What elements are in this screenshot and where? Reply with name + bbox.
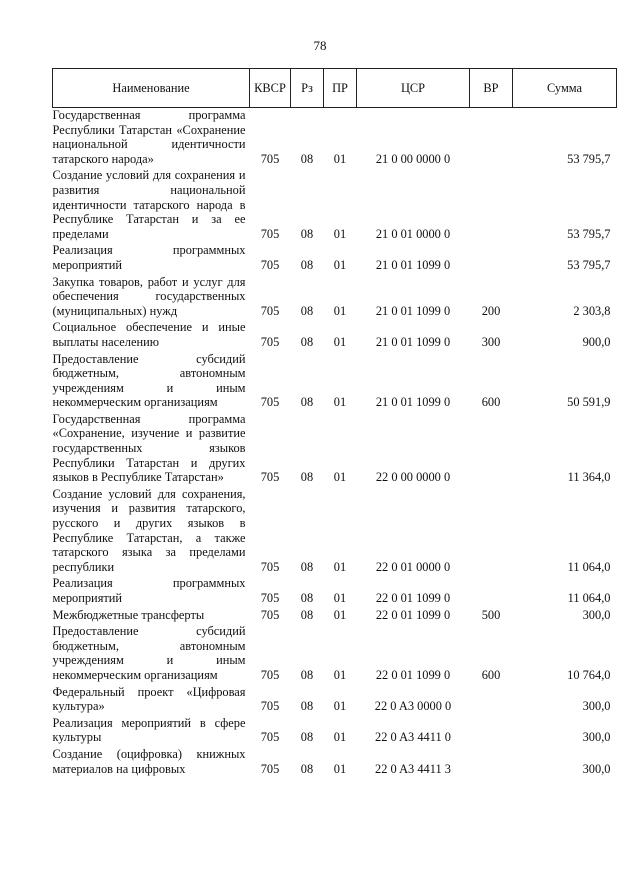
cell-rz: 08 — [300, 470, 314, 485]
cell-sum: 53 795,7 — [567, 151, 611, 166]
cell-rz: 08 — [300, 151, 314, 166]
cell-name: Межбюджетные трансферты — [52, 607, 205, 622]
cell-kvsr: 705 — [260, 667, 280, 682]
cell-name: Создание условий для сохранения, изучения и развития татарского, русского и других языков в Республике Татарстан, а также татарского языка за пределами республики — [52, 486, 246, 574]
cell-rz: 08 — [300, 591, 314, 605]
header-csr: ЦСР — [357, 69, 470, 108]
table-row — [53, 320, 617, 351]
table-row — [53, 412, 617, 487]
cell-name: Социальное обеспечение и иные выплаты населению — [52, 320, 246, 349]
cell-name: Предоставление субсидий бюджетным, автономным учреждениям и иным некоммерческим организациям — [52, 351, 246, 410]
cell-pr: 01 — [333, 226, 347, 241]
cell-rz: 08 — [300, 730, 314, 745]
table-row — [53, 576, 617, 607]
cell-vr — [470, 716, 513, 747]
cell-kvsr: 705 — [260, 591, 280, 605]
cell-csr: 22 0 01 1099 0 — [375, 607, 451, 622]
cell-sum: 53 795,7 — [567, 226, 611, 241]
cell-csr: 22 0 A3 0000 0 — [374, 699, 452, 714]
cell-kvsr: 705 — [260, 257, 280, 272]
cell-kvsr: 705 — [260, 334, 280, 349]
cell-sum: 11 064,0 — [567, 591, 611, 605]
cell-rz: 08 — [300, 559, 314, 574]
table-row — [53, 243, 617, 274]
cell-vr — [470, 168, 513, 243]
cell-pr: 01 — [333, 257, 347, 272]
cell-sum: 11 064,0 — [567, 559, 611, 574]
cell-csr: 22 0 01 1099 0 — [375, 591, 451, 605]
cell-name: Закупка товаров, работ и услуг для обеспечения государственных (муниципальных) нужд — [52, 274, 246, 318]
cell-pr: 01 — [333, 761, 347, 776]
cell-kvsr: 705 — [260, 470, 280, 485]
cell-csr: 21 0 01 1099 0 — [375, 303, 451, 318]
cell-vr: 600 — [481, 395, 501, 410]
cell-rz: 08 — [300, 257, 314, 272]
cell-sum: 300,0 — [582, 607, 611, 622]
cell-sum: 300,0 — [582, 730, 611, 745]
cell-vr — [470, 487, 513, 577]
cell-csr: 21 0 01 1099 0 — [375, 334, 451, 349]
table-row — [53, 487, 617, 577]
table-row — [53, 747, 617, 778]
table-row — [53, 608, 617, 625]
cell-csr: 22 0 01 0000 0 — [375, 559, 451, 574]
cell-rz: 08 — [300, 334, 314, 349]
cell-name: Государственная программа Республики Татарстан «Сохранение национальной идентичности татарского народа» — [52, 108, 246, 166]
cell-vr — [470, 685, 513, 716]
cell-rz: 08 — [300, 395, 314, 410]
cell-name: Реализация программных мероприятий — [52, 243, 246, 272]
cell-kvsr: 705 — [260, 559, 280, 574]
header-sum: Сумма — [513, 69, 617, 108]
cell-sum: 53 795,7 — [567, 257, 611, 272]
cell-sum: 900,0 — [582, 334, 611, 349]
table-header-row — [53, 69, 617, 108]
cell-pr: 01 — [333, 395, 347, 410]
cell-csr: 21 0 00 0000 0 — [375, 151, 451, 166]
cell-vr — [470, 747, 513, 778]
cell-sum: 300,0 — [582, 761, 611, 776]
cell-vr — [470, 412, 513, 487]
cell-pr: 01 — [333, 470, 347, 485]
cell-name: Государственная программа «Сохранение, изучение и развитие государственных языков Республики Татарстан и других языков в Республике Татарстан» — [52, 411, 246, 485]
table-row — [53, 275, 617, 321]
cell-vr — [470, 243, 513, 274]
cell-kvsr: 705 — [260, 607, 280, 622]
page-number: 78 — [313, 38, 327, 53]
cell-rz: 08 — [300, 699, 314, 714]
table-row — [53, 685, 617, 716]
cell-csr: 22 0 01 1099 0 — [375, 667, 451, 682]
cell-pr: 01 — [333, 334, 347, 349]
cell-name: Реализация программных мероприятий — [52, 576, 246, 605]
cell-rz: 08 — [300, 607, 314, 622]
cell-pr: 01 — [333, 591, 347, 605]
cell-sum: 10 764,0 — [567, 667, 611, 682]
cell-kvsr: 705 — [260, 699, 280, 714]
cell-sum: 50 591,9 — [567, 395, 611, 410]
header-vr: ВР — [470, 69, 513, 108]
cell-pr: 01 — [333, 667, 347, 682]
cell-vr — [470, 108, 513, 169]
cell-rz: 08 — [300, 303, 314, 318]
cell-pr: 01 — [333, 607, 347, 622]
cell-name: Федеральный проект «Цифровая культура» — [52, 684, 246, 714]
cell-pr: 01 — [333, 303, 347, 318]
header-rz: Рз — [291, 69, 324, 108]
table-row — [53, 352, 617, 412]
table-row — [53, 624, 617, 684]
cell-kvsr: 705 — [260, 303, 280, 318]
header-name: Наименование — [53, 69, 250, 108]
cell-csr: 22 0 A3 4411 3 — [375, 761, 451, 776]
table-body — [53, 108, 617, 779]
table-row — [53, 108, 617, 169]
cell-pr: 01 — [333, 151, 347, 166]
table-row — [53, 716, 617, 747]
cell-sum: 2 303,8 — [573, 303, 611, 318]
cell-kvsr: 705 — [260, 730, 280, 745]
cell-rz: 08 — [300, 667, 314, 682]
table-row — [53, 168, 617, 243]
cell-sum: 11 364,0 — [567, 470, 611, 485]
cell-csr: 22 0 A3 4411 0 — [375, 730, 451, 745]
cell-kvsr: 705 — [260, 226, 280, 241]
cell-kvsr: 705 — [260, 395, 280, 410]
cell-csr: 21 0 01 0000 0 — [375, 226, 451, 241]
cell-kvsr: 705 — [260, 761, 280, 776]
header-kvsr: КВСР — [250, 69, 291, 108]
cell-sum: 300,0 — [582, 699, 611, 714]
cell-vr: 600 — [481, 667, 501, 682]
cell-vr: 200 — [481, 303, 501, 318]
cell-vr: 300 — [481, 334, 501, 349]
cell-name: Реализация мероприятий в сфере культуры — [52, 715, 246, 745]
cell-kvsr: 705 — [260, 151, 280, 166]
cell-csr: 21 0 01 1099 0 — [375, 257, 451, 272]
cell-rz: 08 — [300, 761, 314, 776]
budget-table — [52, 68, 617, 778]
cell-pr: 01 — [333, 559, 347, 574]
cell-name: Создание условий для сохранения и развития национальной идентичности татарского народа в Республике Татарстан и за ее пределами — [52, 168, 246, 241]
cell-vr: 500 — [481, 607, 501, 622]
cell-vr — [470, 576, 513, 607]
cell-csr: 21 0 01 1099 0 — [375, 395, 451, 410]
cell-pr: 01 — [333, 699, 347, 714]
cell-name: Создание (оцифровка) книжных материалов на цифровых — [52, 746, 246, 776]
cell-rz: 08 — [300, 226, 314, 241]
cell-csr: 22 0 00 0000 0 — [375, 470, 451, 485]
cell-pr: 01 — [333, 730, 347, 745]
cell-name: Предоставление субсидий бюджетным, автономным учреждениям и иным некоммерческим организациям — [52, 624, 246, 682]
header-pr: ПР — [324, 69, 357, 108]
